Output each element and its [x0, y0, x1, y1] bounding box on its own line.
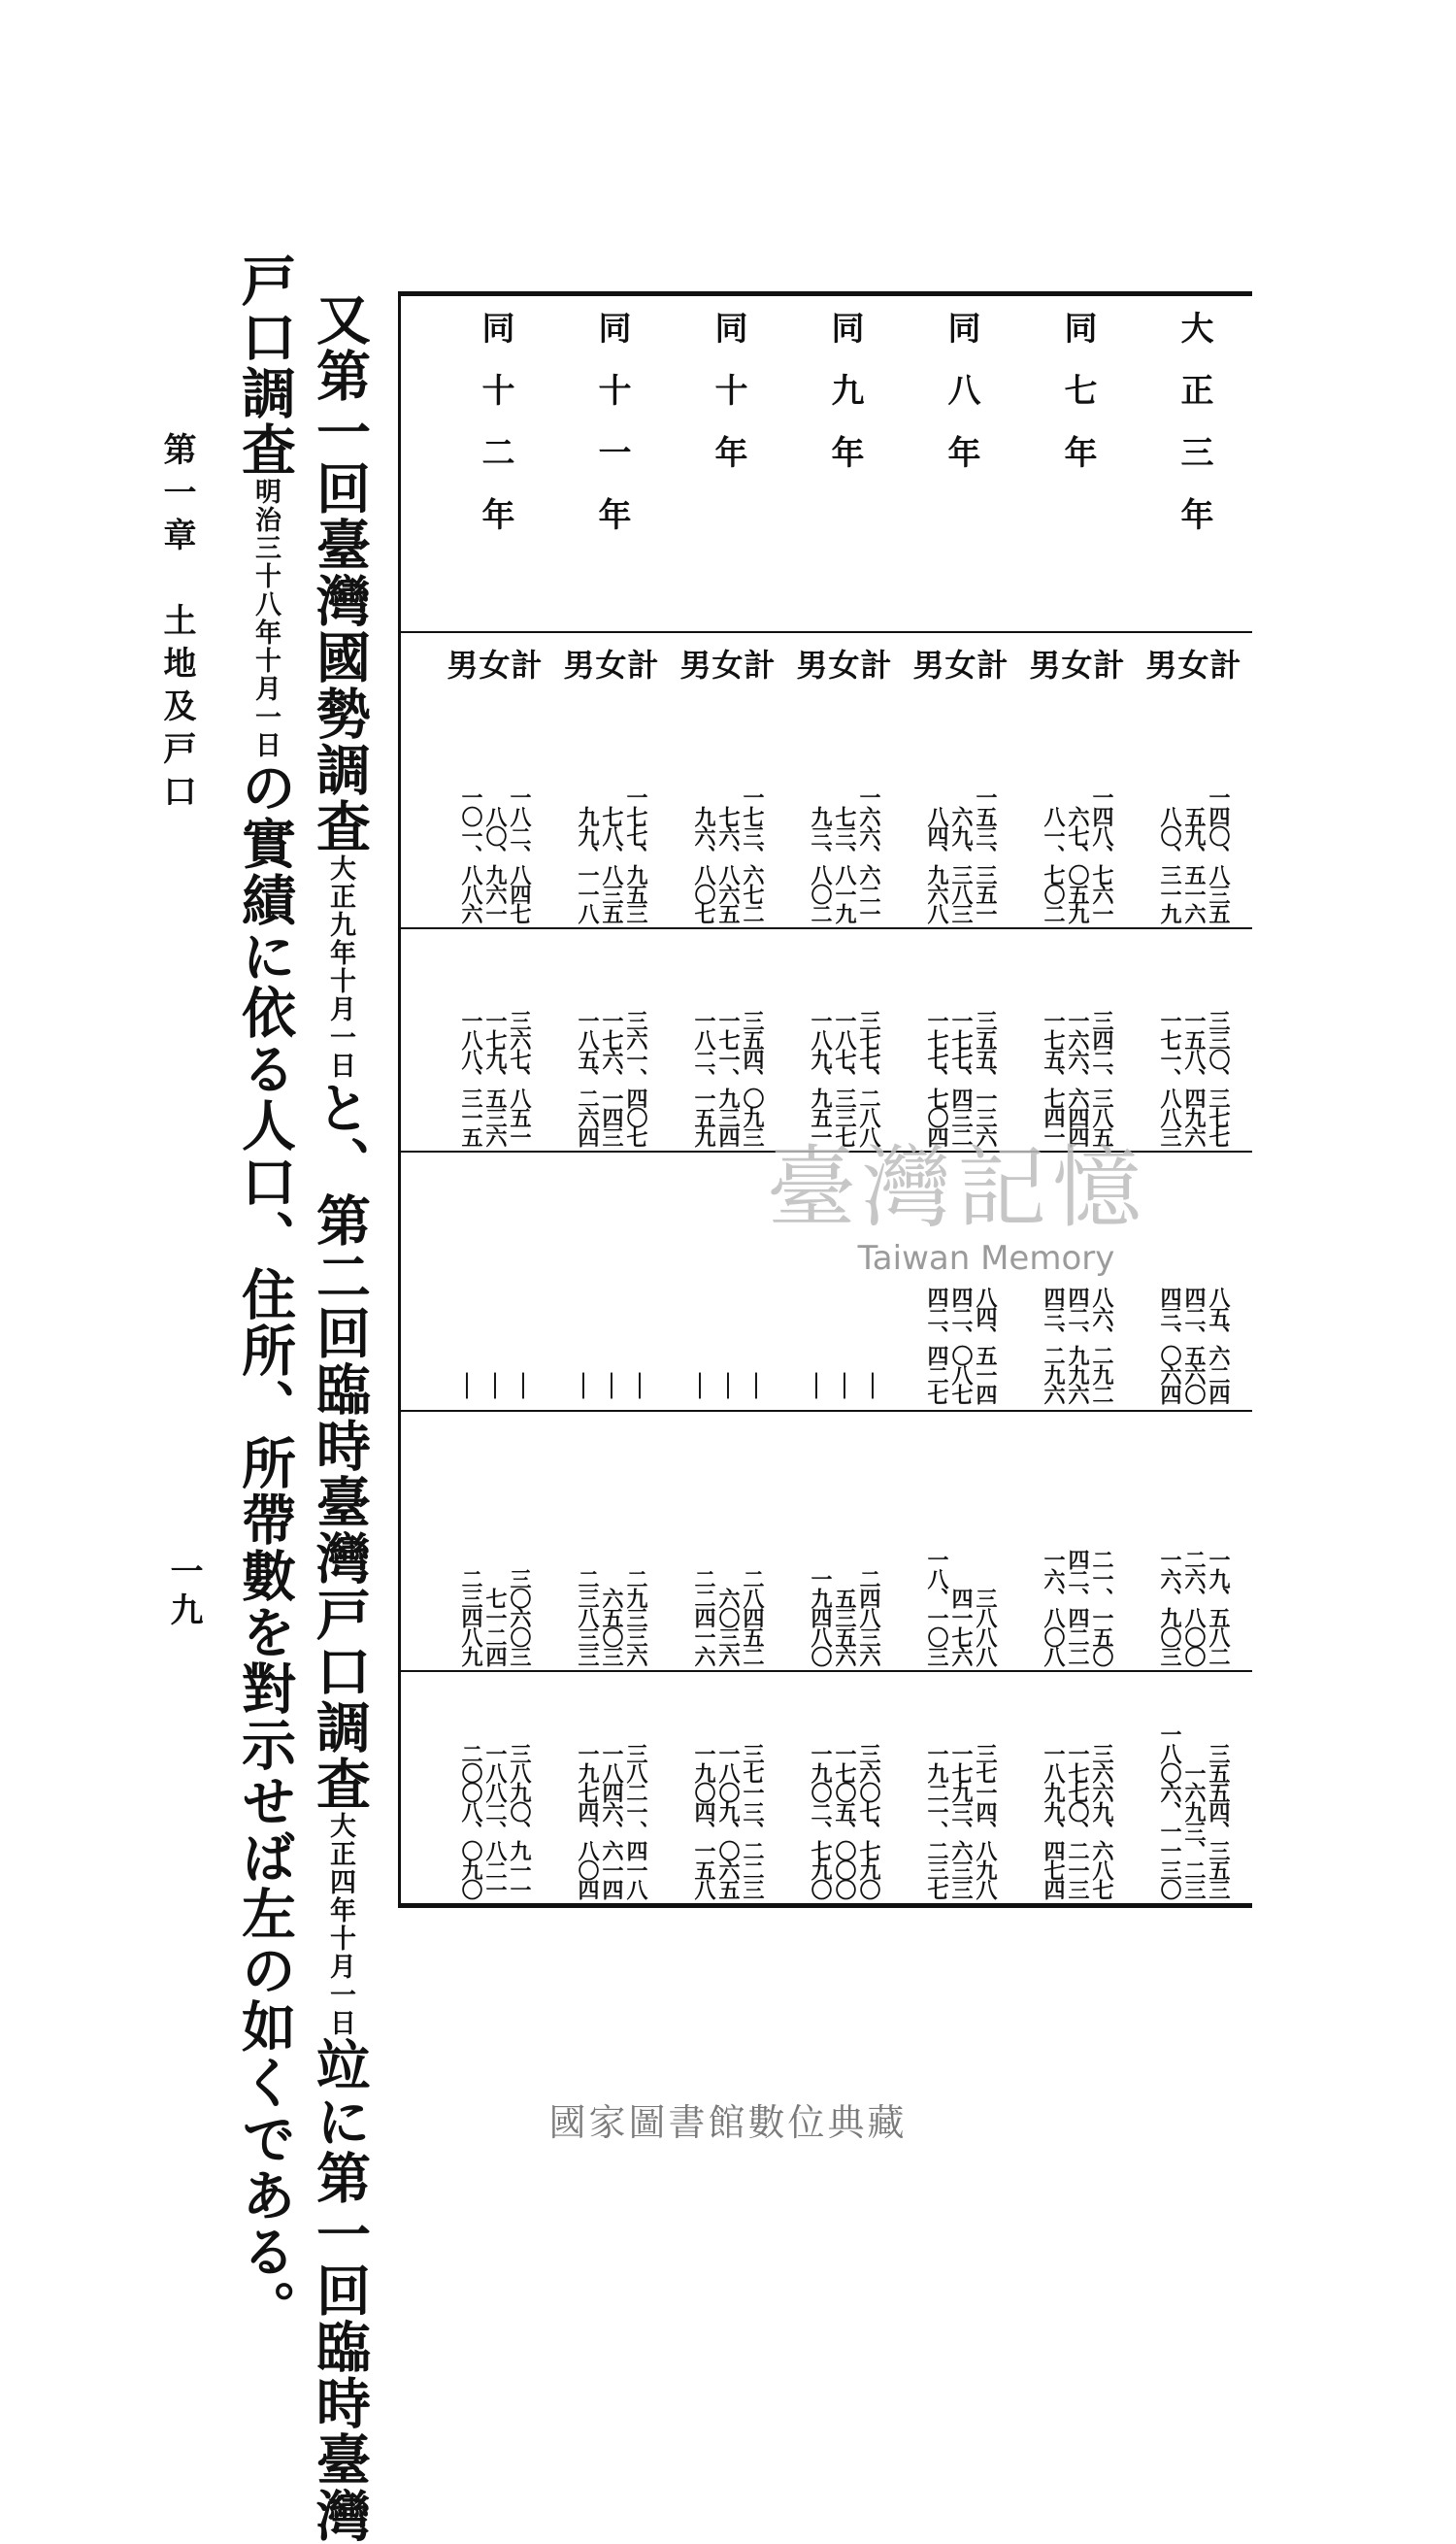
cell-value: 一〇一、八八六 [458, 787, 483, 922]
cell-value: 五三五六 [832, 1588, 857, 1665]
year-header [791, 311, 898, 621]
cell-value: 八五、六二四 [1206, 1287, 1231, 1403]
cell-value: 一七九、五三六 [482, 1010, 508, 1146]
cell-value: 四三、二九六 [1041, 1287, 1066, 1403]
cell-value: 八六、二九二 [1089, 1287, 1114, 1403]
cell-value: 一七七、七〇四 [924, 1010, 949, 1146]
cell-value: 一八九、九五一 [808, 1010, 833, 1146]
sex-labels: 男女計 [1029, 647, 1126, 684]
cell-value: 一八四六、六一四 [599, 1743, 624, 1898]
table-cell [558, 961, 665, 1146]
cell-value: 二〇〇八、〇九〇 [458, 1743, 483, 1898]
table-cell [791, 1447, 898, 1665]
cell-value: 二三四八九 [458, 1568, 483, 1665]
body-text-segment: と、第二回臨時臺灣戸口調査 [308, 1080, 372, 1812]
sex-labels: 男女計 [1145, 647, 1242, 684]
cell-value: 七一二四 [482, 1588, 508, 1665]
cell-value: 一八七、三三七 [832, 1010, 857, 1146]
year-label: 同九年 [825, 311, 864, 497]
year-label: 同八年 [942, 311, 980, 497]
cell-value: 八〇、九六一 [482, 806, 508, 922]
sex-labels: 男女計 [563, 647, 660, 684]
inline-note-left: 十月一日 [325, 1925, 355, 2037]
body-text-segment: 竝に第一回臨時臺灣 [308, 2037, 372, 2544]
body-text-line-1 [308, 291, 372, 2544]
cell-value: 一八、一〇三 [924, 1549, 949, 1665]
cell-value: 三六六九、六八七 [1089, 1743, 1114, 1898]
cell-value: 八一、七〇二 [1041, 806, 1066, 922]
cell-value: 一六、八〇八 [1041, 1549, 1066, 1665]
cell-value: 三七一四、八九八 [973, 1743, 998, 1898]
block-divider [398, 927, 1252, 929]
cell-value: 一六六、六四四 [1065, 1010, 1090, 1146]
year-label: 同十年 [709, 311, 747, 497]
population-table [398, 291, 1252, 1908]
sex-labels: 男女計 [796, 647, 893, 684]
cell-value: 一八五、二六四 [575, 1010, 600, 1146]
cell-value: 六七、〇五九 [1065, 806, 1090, 922]
table-cell [442, 660, 548, 922]
cell-value: 四三、〇六四 [1157, 1287, 1182, 1403]
cell-value: 三八九〇、九一一 [507, 1743, 532, 1898]
watermark-latin: Taiwan Memory [857, 1239, 1115, 1278]
inline-note-right: 大正四年 [325, 1812, 355, 1925]
inline-note [251, 478, 279, 759]
year-label: 同十二年 [476, 311, 514, 559]
cell-value: 一六六、六二一 [856, 787, 881, 922]
cell-value: 一九二一、二三七 [924, 1743, 949, 1898]
cell-value: 八〇、三一九 [1157, 806, 1182, 922]
sex-labels: 男女計 [912, 647, 1009, 684]
cell-value: 三三〇、三七七 [1206, 1010, 1231, 1146]
cell-value: 一八二、八四七 [507, 787, 532, 922]
library-footer: 國家圖書館數位典藏 [548, 2101, 908, 2144]
cell-value: 三七七、二八八 [856, 1010, 881, 1146]
empty-mark: ｜ [831, 1373, 857, 1402]
cell-value: 一六九三、二三 [1181, 1762, 1207, 1898]
table-cell [558, 1685, 665, 1898]
cell-value: 九三、八〇二 [808, 806, 833, 922]
inline-note-left: 十月一日 [325, 967, 355, 1080]
cell-value: 一七一、九三四 [715, 1010, 741, 1146]
cell-value: 三七一三、二二三 [740, 1743, 765, 1898]
cell-value: 一八〇六、一一三〇 [1157, 1724, 1182, 1898]
cell-value: 二三八三三 [575, 1568, 600, 1665]
body-text-segment: の實績に依る人口、住所、所帶數を對示せば左の如くである。 [233, 759, 297, 2336]
year-header [1141, 311, 1247, 621]
sex-labels: 男女計 [679, 647, 777, 684]
empty-mark: ｜ [598, 1373, 624, 1402]
empty-mark: ｜ [686, 1373, 712, 1402]
table-bottom-rule [398, 1903, 1252, 1908]
table-cell [1024, 1685, 1131, 1898]
cell-value: 三八二一、四一八 [623, 1743, 648, 1898]
cell-value: 六五〇三 [599, 1588, 624, 1665]
cell-value: 七六、八六五 [715, 806, 741, 922]
cell-value: 九六、八〇七 [691, 806, 716, 922]
cell-value: 一八八二、八二一 [482, 1743, 508, 1898]
cell-value: 二八四五二 [740, 1568, 765, 1665]
table-cell [791, 1685, 898, 1898]
cell-value: 八四、五一四 [973, 1287, 998, 1403]
cell-value: 二四八三六 [856, 1568, 881, 1665]
cell-value: 四二、四二二 [1065, 1549, 1090, 1665]
empty-mark: ｜ [803, 1373, 829, 1402]
table-cell [1141, 1685, 1247, 1898]
cell-value: 三六〇七、七九〇 [856, 1743, 881, 1898]
watermark [767, 1117, 1147, 1278]
body-text-segment: 戸口調査 [233, 252, 297, 478]
table-cell [1141, 660, 1247, 922]
year-header [1024, 311, 1131, 621]
cell-value: 四二、九九六 [1065, 1287, 1090, 1403]
cell-value: 一八八、三一五 [458, 1010, 483, 1146]
cell-value: 三五五、一三六 [973, 1010, 998, 1146]
year-header [442, 311, 548, 621]
cell-value: 一九〇二、七九〇 [808, 1743, 833, 1898]
cell-value: 六九、三八三 [948, 806, 974, 922]
table-cell [1141, 1185, 1247, 1403]
empty-mark: ｜ [714, 1373, 741, 1402]
table-left-rule [398, 291, 401, 1908]
cell-value: 二九三三六 [623, 1568, 648, 1665]
table-cell [558, 1185, 665, 1403]
cell-value: 二二四一六 [691, 1568, 716, 1665]
cell-value: 三六一、四〇七 [623, 1010, 648, 1146]
inline-note [326, 1812, 353, 2037]
empty-mark: ｜ [481, 1373, 508, 1402]
year-header [558, 311, 665, 621]
cell-value: 一七七、九五三 [623, 787, 648, 922]
table-cell [675, 1685, 781, 1898]
running-head: 第一章 土地及戸口 [157, 432, 196, 817]
empty-mark: ｜ [744, 1373, 770, 1402]
cell-value: 八四、九六八 [924, 806, 949, 922]
cell-value: 二六、八〇〇 [1181, 1549, 1207, 1665]
inline-note-left: 年十月一日 [250, 619, 281, 759]
body-text-line-2 [233, 252, 297, 2336]
year-header [908, 311, 1014, 621]
table-cell [908, 660, 1014, 922]
empty-mark: ｜ [570, 1373, 596, 1402]
cell-value: 一七三、六七二 [740, 787, 765, 922]
cell-value: 一七五、七四一 [1041, 1010, 1066, 1146]
inline-note-right: 大正九年 [325, 854, 355, 967]
table-cell [675, 660, 781, 922]
watermark-cjk: 臺灣記憶 [767, 1136, 1148, 1240]
cell-value: 一七六、一四三 [599, 1010, 624, 1146]
body-text-segment: 又第一回臺灣國勢調査 [308, 291, 372, 854]
table-cell [1024, 660, 1131, 922]
cell-value: 四一七六 [948, 1588, 974, 1665]
block-divider [398, 1410, 1252, 1412]
page-number: 一九 [164, 1554, 203, 1631]
cell-value: 一九四八〇 [808, 1568, 833, 1665]
year-label: 同七年 [1058, 311, 1097, 497]
cell-value: 一七九三、六三三 [948, 1743, 974, 1898]
table-cell [442, 1685, 548, 1898]
cell-value: 一九、五八二 [1206, 1549, 1231, 1665]
cell-value: 四二、五六〇 [1181, 1287, 1207, 1403]
inline-note [326, 854, 353, 1080]
table-cell [908, 1685, 1014, 1898]
cell-value: 一八〇九、〇六五 [715, 1743, 741, 1898]
table-cell [675, 961, 781, 1146]
cell-value: 二一、一五〇 [1089, 1549, 1114, 1665]
table-cell [908, 1447, 1014, 1665]
year-header [675, 311, 781, 621]
table-cell [558, 660, 665, 922]
cell-value: 三八八八 [973, 1588, 998, 1665]
cell-value: 一五三、三五一 [973, 787, 998, 922]
cell-value: 三五四、〇九三 [740, 1010, 765, 1146]
empty-mark: ｜ [511, 1373, 537, 1402]
table-cell [675, 1447, 781, 1665]
cell-value: 一八二、一五九 [691, 1010, 716, 1146]
table-cell [675, 1185, 781, 1403]
table-cell [1141, 1447, 1247, 1665]
cell-value: 一八九九、四七四 [1041, 1743, 1066, 1898]
cell-value: 三四二、三八五 [1089, 1010, 1114, 1146]
cell-value: 一六、九〇三 [1157, 1549, 1182, 1665]
cell-value: 一四〇、八三五 [1206, 787, 1231, 922]
cell-value: 一七七、四三二 [948, 1010, 974, 1146]
cell-value: 三五五四、三五三 [1206, 1743, 1231, 1898]
year-label: 同十一年 [592, 311, 631, 559]
year-label: 大正三年 [1175, 311, 1213, 559]
cell-value: 四二、四二七 [924, 1287, 949, 1403]
cell-value: 一七七〇、二一三 [1065, 1743, 1090, 1898]
cell-value: 一五八、四九六 [1181, 1010, 1207, 1146]
empty-mark: ｜ [860, 1373, 886, 1402]
sex-labels: 男女計 [447, 647, 544, 684]
cell-value: 一九〇四、一五八 [691, 1743, 716, 1898]
cell-value: 一七一、八八三 [1157, 1010, 1182, 1146]
cell-value: 四二、〇八七 [948, 1287, 974, 1403]
cell-value: 三六七、八五一 [507, 1010, 532, 1146]
table-top-rule [398, 291, 1252, 296]
table-cell [558, 1447, 665, 1665]
table-cell [791, 660, 898, 922]
block-divider [398, 1670, 1252, 1672]
cell-value: 一九七四、八〇四 [575, 1743, 600, 1898]
empty-mark: ｜ [627, 1373, 653, 1402]
table-cell [442, 961, 548, 1146]
empty-mark: ｜ [453, 1373, 480, 1402]
cell-value: 一四八、七六一 [1089, 787, 1114, 922]
cell-value: 九九、一一八 [575, 806, 600, 922]
cell-value: 一七〇五、〇〇〇 [832, 1743, 857, 1898]
cell-value: 三〇六〇三 [507, 1568, 532, 1665]
table-cell [1024, 1447, 1131, 1665]
cell-value: 六〇三六 [715, 1588, 741, 1665]
table-cell [1141, 961, 1247, 1146]
table-cell [442, 1447, 548, 1665]
cell-value: 七八、八三五 [599, 806, 624, 922]
cell-value: 七三、八一九 [832, 806, 857, 922]
header-divider [398, 631, 1252, 633]
cell-value: 五九、五一六 [1181, 806, 1207, 922]
inline-note-right: 明治三十八 [250, 478, 281, 619]
table-cell [442, 1185, 548, 1403]
